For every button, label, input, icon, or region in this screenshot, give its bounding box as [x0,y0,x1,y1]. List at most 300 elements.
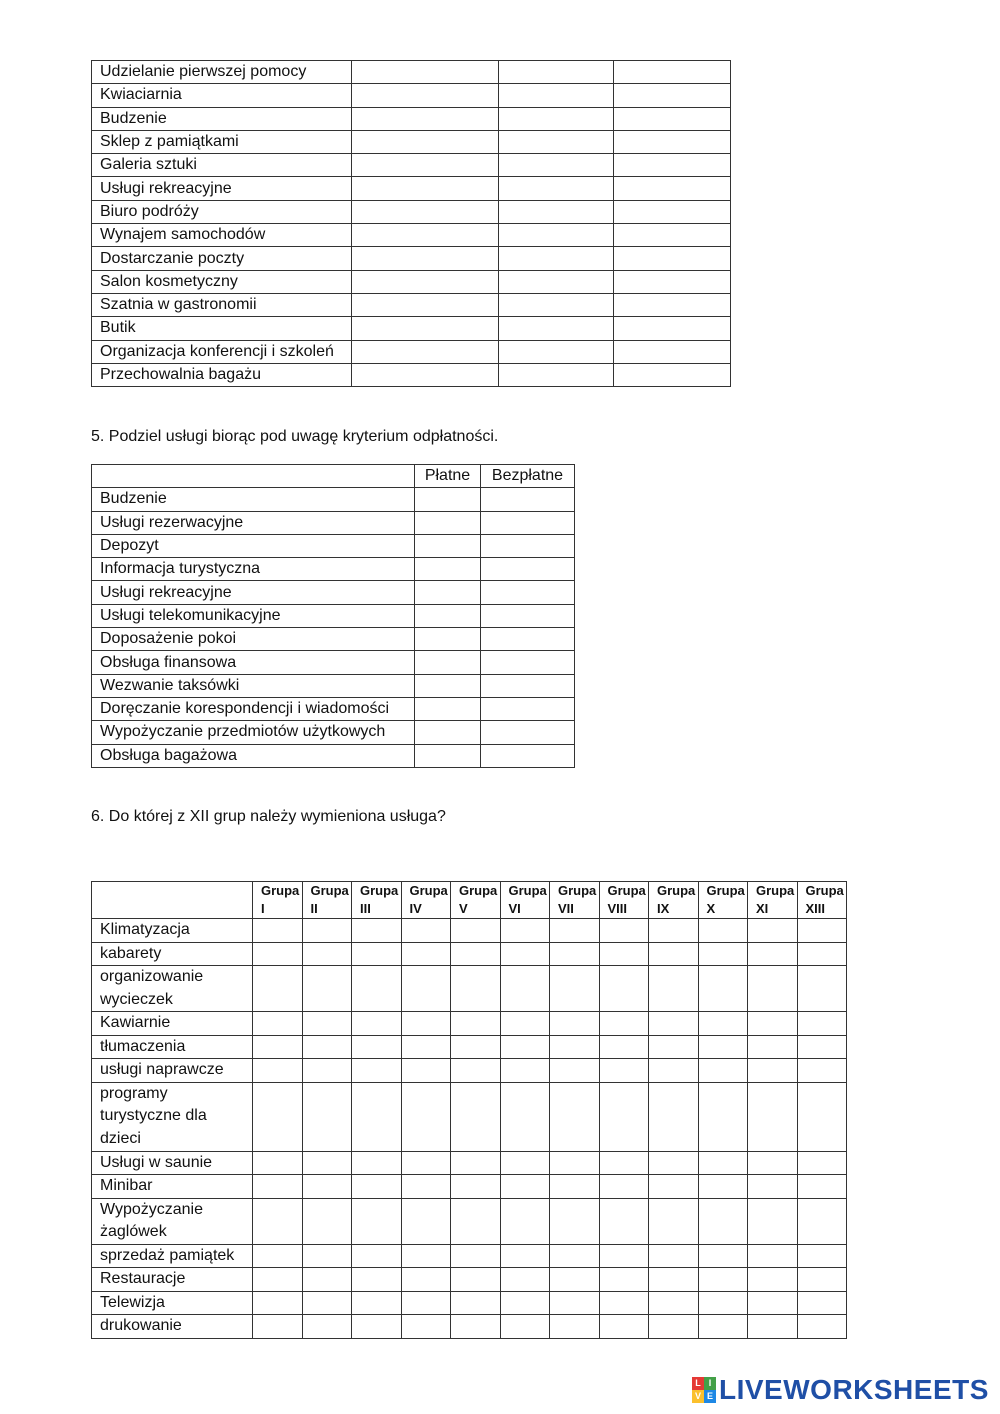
group-answer-cell[interactable] [500,1291,550,1315]
group-answer-cell[interactable] [797,1175,847,1199]
group-answer-cell[interactable] [302,1291,352,1315]
group-answer-cell[interactable] [500,1198,550,1244]
group-answer-cell[interactable] [401,1291,451,1315]
table-row [92,363,731,386]
answer-cell[interactable] [499,363,614,386]
answer-cell[interactable] [614,84,731,107]
group-answer-cell[interactable] [401,1059,451,1083]
group-answer-cell[interactable] [698,1059,748,1083]
group-answer-cell[interactable] [550,1012,600,1036]
group-answer-cell[interactable] [698,966,748,1012]
free-answer-cell[interactable] [481,558,575,581]
group-answer-cell[interactable] [253,1151,303,1175]
free-answer-cell[interactable] [481,697,575,720]
service-label: Informacja turystyczna [92,558,415,581]
group-answer-cell[interactable] [302,1315,352,1339]
group-answer-cell[interactable] [599,1175,649,1199]
service-label: Usługi rekreacyjne [92,177,352,200]
answer-cell[interactable] [352,363,499,386]
group-header: Grupa X [698,882,748,919]
service-label: Budzenie [92,488,415,511]
group-answer-cell[interactable] [698,1244,748,1268]
paid-answer-cell[interactable] [415,558,481,581]
paid-answer-cell[interactable] [415,604,481,627]
group-answer-cell[interactable] [500,942,550,966]
group-answer-cell[interactable] [698,1035,748,1059]
service-label: Restauracje [92,1268,253,1292]
group-answer-cell[interactable] [253,1291,303,1315]
group-answer-cell[interactable] [500,1151,550,1175]
answer-cell[interactable] [614,200,731,223]
group-answer-cell[interactable] [302,1035,352,1059]
group-answer-cell[interactable] [797,1151,847,1175]
answer-cell[interactable] [352,224,499,247]
answer-cell[interactable] [352,130,499,153]
group-answer-cell[interactable] [550,1082,600,1151]
group-answer-cell[interactable] [748,1151,798,1175]
group-answer-cell[interactable] [500,1175,550,1199]
group-answer-cell[interactable] [500,1268,550,1292]
group-answer-cell[interactable] [649,919,699,943]
service-label: Wynajem samochodów [92,224,352,247]
table-header-row [92,465,575,488]
service-label: Klimatyzacja [92,919,253,943]
group-answer-cell[interactable] [698,1291,748,1315]
group-answer-cell[interactable] [401,1035,451,1059]
group-answer-cell[interactable] [599,1268,649,1292]
group-answer-cell[interactable] [352,1315,402,1339]
table-row [92,84,731,107]
answer-cell[interactable] [499,293,614,316]
table-row [92,674,575,697]
group-answer-cell[interactable] [352,1082,402,1151]
group-answer-cell[interactable] [352,1151,402,1175]
answer-cell[interactable] [499,84,614,107]
group-answer-cell[interactable] [698,1198,748,1244]
group-answer-cell[interactable] [649,1198,699,1244]
group-answer-cell[interactable] [599,1151,649,1175]
group-answer-cell[interactable] [253,1268,303,1292]
group-answer-cell[interactable] [698,1175,748,1199]
service-label: Wypożyczanie żaglówek [92,1198,253,1244]
answer-cell[interactable] [614,317,731,340]
group-header: Grupa II [302,882,352,919]
answer-cell[interactable] [614,270,731,293]
service-label: Dostarczanie poczty [92,247,352,270]
table-row [92,1151,847,1175]
group-answer-cell[interactable] [550,1151,600,1175]
group-answer-cell[interactable] [599,942,649,966]
group-answer-cell[interactable] [599,1012,649,1036]
group-answer-cell[interactable] [401,1012,451,1036]
group-answer-cell[interactable] [748,919,798,943]
group-answer-cell[interactable] [352,942,402,966]
table-row [92,1059,847,1083]
group-answer-cell[interactable] [698,1151,748,1175]
service-label: Kawiarnie [92,1012,253,1036]
group-answer-cell[interactable] [401,1198,451,1244]
service-label: Przechowalnia bagażu [92,363,352,386]
group-header: Grupa VI [500,882,550,919]
group-answer-cell[interactable] [253,1082,303,1151]
header-free: Bezpłatne [481,465,575,488]
service-label: Kwiaciarnia [92,84,352,107]
group-answer-cell[interactable] [599,1315,649,1339]
group-answer-cell[interactable] [302,1059,352,1083]
group-answer-cell[interactable] [401,1244,451,1268]
group-answer-cell[interactable] [748,1035,798,1059]
group-answer-cell[interactable] [253,1012,303,1036]
group-header: Grupa I [253,882,303,919]
payment-criteria-table [91,464,575,768]
group-answer-cell[interactable] [302,1175,352,1199]
services-table-1 [91,60,731,387]
table-row [92,966,847,1012]
group-answer-cell[interactable] [698,1082,748,1151]
service-label: Telewizja [92,1291,253,1315]
logo-mark-cell: V [692,1390,704,1403]
group-answer-cell[interactable] [698,942,748,966]
answer-cell[interactable] [499,340,614,363]
group-answer-cell[interactable] [797,1291,847,1315]
group-answer-cell[interactable] [797,1035,847,1059]
table-row [92,340,731,363]
group-answer-cell[interactable] [599,919,649,943]
group-answer-cell[interactable] [748,942,798,966]
question-6: 6. Do której z XII grup należy wymieniona usługa? [91,808,446,825]
group-answer-cell[interactable] [599,1198,649,1244]
answer-cell[interactable] [352,84,499,107]
group-answer-cell[interactable] [649,1291,699,1315]
group-answer-cell[interactable] [253,1175,303,1199]
group-answer-cell[interactable] [352,1059,402,1083]
table-row [92,224,731,247]
group-answer-cell[interactable] [253,942,303,966]
group-answer-cell[interactable] [748,1268,798,1292]
group-answer-cell[interactable] [649,1268,699,1292]
answer-cell[interactable] [499,107,614,130]
table-row [92,1291,847,1315]
answer-cell[interactable] [499,177,614,200]
service-label: Salon kosmetyczny [92,270,352,293]
group-answer-cell[interactable] [698,1268,748,1292]
group-answer-cell[interactable] [550,1315,600,1339]
group-answer-cell[interactable] [253,1035,303,1059]
table-row [92,534,575,557]
group-answer-cell[interactable] [599,1244,649,1268]
group-answer-cell[interactable] [550,966,600,1012]
free-answer-cell[interactable] [481,744,575,767]
answer-cell[interactable] [352,177,499,200]
service-label: Doposażenie pokoi [92,628,415,651]
service-label: programy turystyczne dla dzieci [92,1082,253,1151]
group-answer-cell[interactable] [599,1035,649,1059]
free-answer-cell[interactable] [481,581,575,604]
group-answer-cell[interactable] [451,1198,501,1244]
table-row [92,511,575,534]
group-answer-cell[interactable] [302,942,352,966]
group-header: Grupa XI [748,882,798,919]
group-answer-cell[interactable] [550,942,600,966]
group-answer-cell[interactable] [500,1315,550,1339]
paid-answer-cell[interactable] [415,674,481,697]
group-answer-cell[interactable] [302,1082,352,1151]
paid-answer-cell[interactable] [415,581,481,604]
group-answer-cell[interactable] [451,1291,501,1315]
group-answer-cell[interactable] [253,966,303,1012]
group-answer-cell[interactable] [451,1035,501,1059]
answer-cell[interactable] [352,247,499,270]
answer-cell[interactable] [614,130,731,153]
group-answer-cell[interactable] [253,1315,303,1339]
answer-cell[interactable] [499,247,614,270]
group-answer-cell[interactable] [500,1012,550,1036]
group-answer-cell[interactable] [748,1244,798,1268]
service-label: Biuro podróży [92,200,352,223]
group-answer-cell[interactable] [302,966,352,1012]
free-answer-cell[interactable] [481,651,575,674]
answer-cell[interactable] [352,200,499,223]
group-answer-cell[interactable] [451,1059,501,1083]
group-answer-cell[interactable] [302,1268,352,1292]
group-answer-cell[interactable] [797,1059,847,1083]
group-header: Grupa XIII [797,882,847,919]
group-header: Grupa IX [649,882,699,919]
table-row [92,942,847,966]
group-answer-cell[interactable] [451,1151,501,1175]
group-answer-cell[interactable] [550,1198,600,1244]
group-answer-cell[interactable] [451,1082,501,1151]
group-answer-cell[interactable] [649,1315,699,1339]
table-row [92,293,731,316]
free-answer-cell[interactable] [481,628,575,651]
answer-cell[interactable] [614,293,731,316]
answer-cell[interactable] [499,130,614,153]
group-answer-cell[interactable] [797,1012,847,1036]
service-label: usługi naprawcze [92,1059,253,1083]
group-answer-cell[interactable] [401,1268,451,1292]
group-answer-cell[interactable] [748,966,798,1012]
group-answer-cell[interactable] [352,1175,402,1199]
answer-cell[interactable] [352,154,499,177]
group-answer-cell[interactable] [748,1291,798,1315]
group-answer-cell[interactable] [352,1244,402,1268]
answer-cell[interactable] [499,154,614,177]
logo-mark-cell: E [704,1390,716,1403]
group-answer-cell[interactable] [302,1151,352,1175]
group-answer-cell[interactable] [599,966,649,1012]
group-answer-cell[interactable] [599,1059,649,1083]
group-answer-cell[interactable] [302,1198,352,1244]
group-answer-cell[interactable] [550,1244,600,1268]
group-answer-cell[interactable] [599,1082,649,1151]
group-answer-cell[interactable] [748,1315,798,1339]
paid-answer-cell[interactable] [415,628,481,651]
group-answer-cell[interactable] [500,1244,550,1268]
table-row [92,744,575,767]
group-answer-cell[interactable] [253,1244,303,1268]
group-answer-cell[interactable] [451,919,501,943]
group-answer-cell[interactable] [401,1175,451,1199]
group-answer-cell[interactable] [253,919,303,943]
paid-answer-cell[interactable] [415,511,481,534]
group-answer-cell[interactable] [352,919,402,943]
logo-mark-cell: L [692,1377,704,1390]
answer-cell[interactable] [352,340,499,363]
service-label: Sklep z pamiątkami [92,130,352,153]
free-answer-cell[interactable] [481,721,575,744]
question-5: 5. Podziel usługi biorąc pod uwagę kryterium odpłatności. [91,428,499,445]
service-label: Usługi telekomunikacyjne [92,604,415,627]
free-answer-cell[interactable] [481,674,575,697]
group-answer-cell[interactable] [698,1315,748,1339]
paid-answer-cell[interactable] [415,488,481,511]
free-answer-cell[interactable] [481,534,575,557]
group-answer-cell[interactable] [649,966,699,1012]
answer-cell[interactable] [352,107,499,130]
group-answer-cell[interactable] [500,919,550,943]
group-answer-cell[interactable] [797,942,847,966]
group-answer-cell[interactable] [451,1012,501,1036]
group-answer-cell[interactable] [649,942,699,966]
group-answer-cell[interactable] [649,1059,699,1083]
group-answer-cell[interactable] [401,1151,451,1175]
table-row [92,604,575,627]
service-label: Obsługa bagażowa [92,744,415,767]
group-answer-cell[interactable] [451,1315,501,1339]
paid-answer-cell[interactable] [415,534,481,557]
answer-cell[interactable] [614,340,731,363]
table-row [92,1012,847,1036]
service-label: kabarety [92,942,253,966]
paid-answer-cell[interactable] [415,697,481,720]
answer-cell[interactable] [352,270,499,293]
group-answer-cell[interactable] [302,1012,352,1036]
answer-cell[interactable] [614,363,731,386]
header-empty-cell [92,882,253,919]
group-answer-cell[interactable] [401,1315,451,1339]
answer-cell[interactable] [614,224,731,247]
group-answer-cell[interactable] [352,1198,402,1244]
answer-cell[interactable] [614,177,731,200]
paid-answer-cell[interactable] [415,651,481,674]
group-answer-cell[interactable] [649,1175,699,1199]
group-answer-cell[interactable] [649,1012,699,1036]
group-answer-cell[interactable] [451,1175,501,1199]
group-answer-cell[interactable] [748,1175,798,1199]
group-answer-cell[interactable] [797,1315,847,1339]
group-answer-cell[interactable] [550,1035,600,1059]
group-answer-cell[interactable] [401,919,451,943]
free-answer-cell[interactable] [481,488,575,511]
group-answer-cell[interactable] [748,1059,798,1083]
service-label: Usługi rezerwacyjne [92,511,415,534]
answer-cell[interactable] [499,317,614,340]
answer-cell[interactable] [614,247,731,270]
group-answer-cell[interactable] [451,942,501,966]
group-answer-cell[interactable] [302,919,352,943]
group-answer-cell[interactable] [401,966,451,1012]
group-answer-cell[interactable] [748,1082,798,1151]
answer-cell[interactable] [352,317,499,340]
group-answer-cell[interactable] [500,1035,550,1059]
group-header: Grupa III [352,882,402,919]
paid-answer-cell[interactable] [415,744,481,767]
group-answer-cell[interactable] [401,1082,451,1151]
group-answer-cell[interactable] [649,1244,699,1268]
group-answer-cell[interactable] [302,1244,352,1268]
group-answer-cell[interactable] [748,1198,798,1244]
answer-cell[interactable] [614,61,731,84]
logo-mark-cell: I [704,1377,716,1390]
group-answer-cell[interactable] [550,1291,600,1315]
free-answer-cell[interactable] [481,511,575,534]
answer-cell[interactable] [614,154,731,177]
service-label: Doręczanie korespondencji i wiadomości [92,697,415,720]
table-row [92,177,731,200]
group-answer-cell[interactable] [698,919,748,943]
group-answer-cell[interactable] [797,1244,847,1268]
group-answer-cell[interactable] [352,1035,402,1059]
service-label: Obsługa finansowa [92,651,415,674]
group-answer-cell[interactable] [500,966,550,1012]
group-answer-cell[interactable] [797,1082,847,1151]
group-answer-cell[interactable] [797,919,847,943]
group-answer-cell[interactable] [451,1244,501,1268]
answer-cell[interactable] [499,270,614,293]
group-answer-cell[interactable] [649,1035,699,1059]
group-answer-cell[interactable] [698,1012,748,1036]
group-answer-cell[interactable] [649,1151,699,1175]
paid-answer-cell[interactable] [415,721,481,744]
service-label: sprzedaż pamiątek [92,1244,253,1268]
group-answer-cell[interactable] [599,1291,649,1315]
answer-cell[interactable] [499,224,614,247]
group-answer-cell[interactable] [500,1059,550,1083]
group-answer-cell[interactable] [550,1059,600,1083]
table-row [92,558,575,581]
group-answer-cell[interactable] [352,1291,402,1315]
answer-cell[interactable] [352,61,499,84]
group-answer-cell[interactable] [500,1082,550,1151]
group-answer-cell[interactable] [352,966,402,1012]
group-answer-cell[interactable] [550,1175,600,1199]
group-answer-cell[interactable] [797,1268,847,1292]
group-answer-cell[interactable] [451,1268,501,1292]
group-answer-cell[interactable] [797,966,847,1012]
free-answer-cell[interactable] [481,604,575,627]
group-answer-cell[interactable] [352,1012,402,1036]
answer-cell[interactable] [499,200,614,223]
group-answer-cell[interactable] [797,1198,847,1244]
answer-cell[interactable] [499,61,614,84]
answer-cell[interactable] [614,107,731,130]
group-answer-cell[interactable] [451,966,501,1012]
group-answer-cell[interactable] [401,942,451,966]
table-row [92,270,731,293]
answer-cell[interactable] [352,293,499,316]
group-answer-cell[interactable] [253,1059,303,1083]
group-answer-cell[interactable] [253,1198,303,1244]
group-answer-cell[interactable] [550,919,600,943]
table-row [92,61,731,84]
logo-text: LIVEWORKSHEETS [719,1374,989,1405]
group-answer-cell[interactable] [748,1012,798,1036]
group-answer-cell[interactable] [550,1268,600,1292]
group-answer-cell[interactable] [352,1268,402,1292]
service-label: Wezwanie taksówki [92,674,415,697]
group-answer-cell[interactable] [649,1082,699,1151]
